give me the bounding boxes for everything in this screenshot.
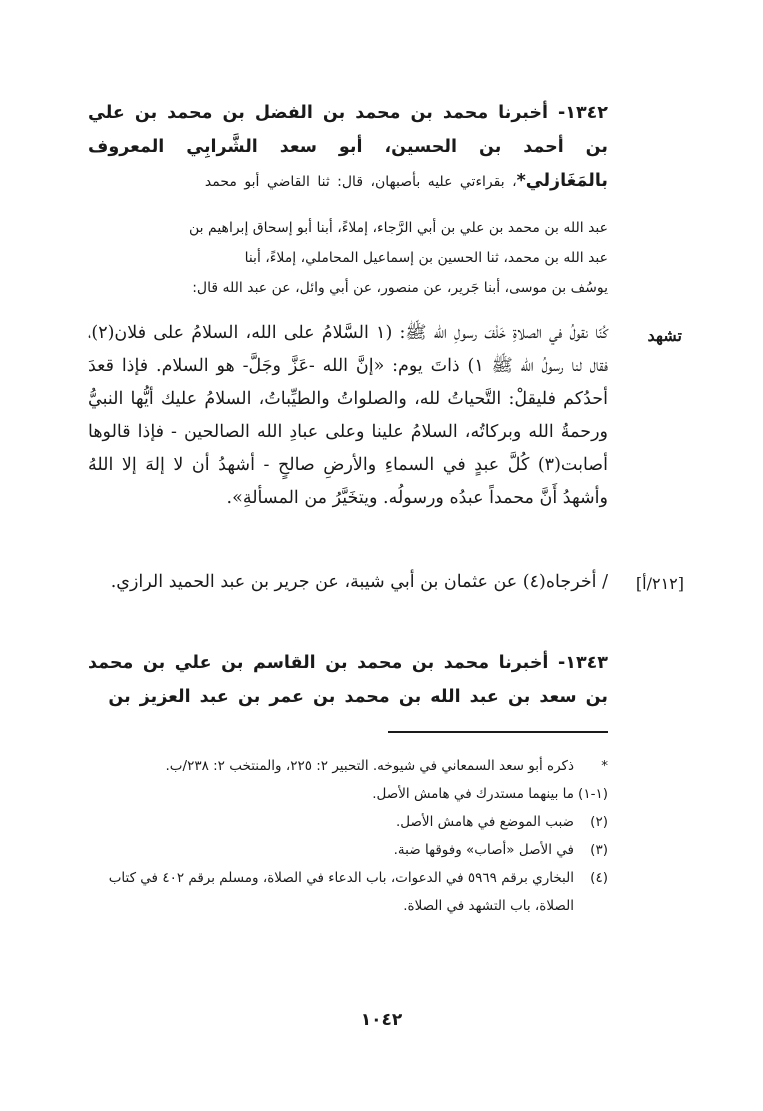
hadith-1342-heading-bold: ١٣٤٢- أخبرنا محمد بن محمد بن الفضل بن محمد بن علي بن أحمد بن الحسين، أبو سعد الشَّرابِي المعروف بالمَغَازلي* xyxy=(88,103,608,191)
footnote-item xyxy=(88,864,608,920)
footnote-item xyxy=(88,836,608,864)
footnote-text: ما بينهما مستدرك في هامش الأصل. xyxy=(372,786,574,802)
isnad-line-3: يوسُف بن موسى، أبنا جَرير، عن منصور، عن أبي وائل، عن عبد الله قال: xyxy=(192,280,608,296)
footnote-item xyxy=(88,752,608,780)
footnote-divider xyxy=(388,731,608,733)
footnote-text: البخاري برقم ٥٩٦٩ في الدعوات، باب الدعاء في الصلاة، ومسلم برقم ٤٠٢ في كتاب الصلاة، باب التشهد في الصلاة. xyxy=(108,870,574,914)
footnote-mark: (١-١) xyxy=(578,786,608,802)
footnote-text: ذكره أبو سعد السمعاني في شيوخه. التحبير ٢: ٢٢٥، والمنتخب ٢: ٢٣٨/ب. xyxy=(165,758,574,774)
page-number: ١٠٤٢ xyxy=(360,1010,403,1030)
footnote-mark: (٤) xyxy=(590,870,608,886)
hadith-1342-heading xyxy=(88,96,608,198)
isnad-line-1: عبد الله بن محمد بن علي بن أبي الرَّجاء، إملاءً، أبنا أبو إسحاق إبراهيم بن xyxy=(189,220,608,236)
footnote-text: في الأصل «أصاب» وفوقها ضبة. xyxy=(393,842,574,858)
hadith-1342-heading-tail: ، بقراءتي عليه بأصبهان، قال: ثنا القاضي أبو محمد xyxy=(204,174,517,190)
hadith-1342-takhrij: / أخرجاه(٤) عن عثمان بن أبي شيبة، عن جرير بن عبد الحميد الرازي. xyxy=(110,572,608,592)
footnote-item xyxy=(88,808,608,836)
margin-topic-label: تشهد xyxy=(647,326,682,345)
footnote-item xyxy=(88,780,608,808)
footnote-text: ضبب الموضع في هامش الأصل. xyxy=(395,814,574,830)
margin-folio-reference: [٢١٢/أ] xyxy=(635,574,684,593)
footnote-mark: * xyxy=(601,758,608,774)
footnote-mark: (٢) xyxy=(590,814,608,830)
hadith-1343-heading: ١٣٤٣- أخبرنا محمد بن محمد بن القاسم بن علي بن محمد بن سعد بن عبد الله بن محمد بن عمر بن عبد العزيز بن xyxy=(88,653,608,707)
footnote-mark: (٣) xyxy=(590,842,608,858)
hadith-1342-matn: كُنّا نقولُ في الصلاةِ خَلْفَ رسولِ الله ﷺ: (١ السَّلامُ على الله، السلامُ على فلان(٢)، فقال لنا رسولُ الله ﷺ ١) ذاتَ يوم: «إنَّ الله -عَزَّ وجَلَّ- هو السلام. فإذا قعدَ أحدُكم فليقلْ: التَّحياتُ لله، والصلواتُ والطيِّباتُ، السلامُ عليك أيُّها النبيُّ ورحمةُ الله وبركاتُه، السلامُ علينا وعلى عبادِ الله الصالحين - فإذا قالوها أصابت(٣) كُلَّ عبدٍ في السماءِ والأرضِ صالحٍ - أشهدُ أن لا إلهَ إلا اللهُ وأشهدُ أَنَّ محمداً عبدُه ورسولُه. ويتخَيَّرُ من المسألةِ». xyxy=(88,323,608,508)
footnotes xyxy=(88,752,608,920)
isnad-line-2: عبد الله بن محمد، ثنا الحسين بن إسماعيل المحاملي، إملاءً، أبنا xyxy=(244,250,608,266)
